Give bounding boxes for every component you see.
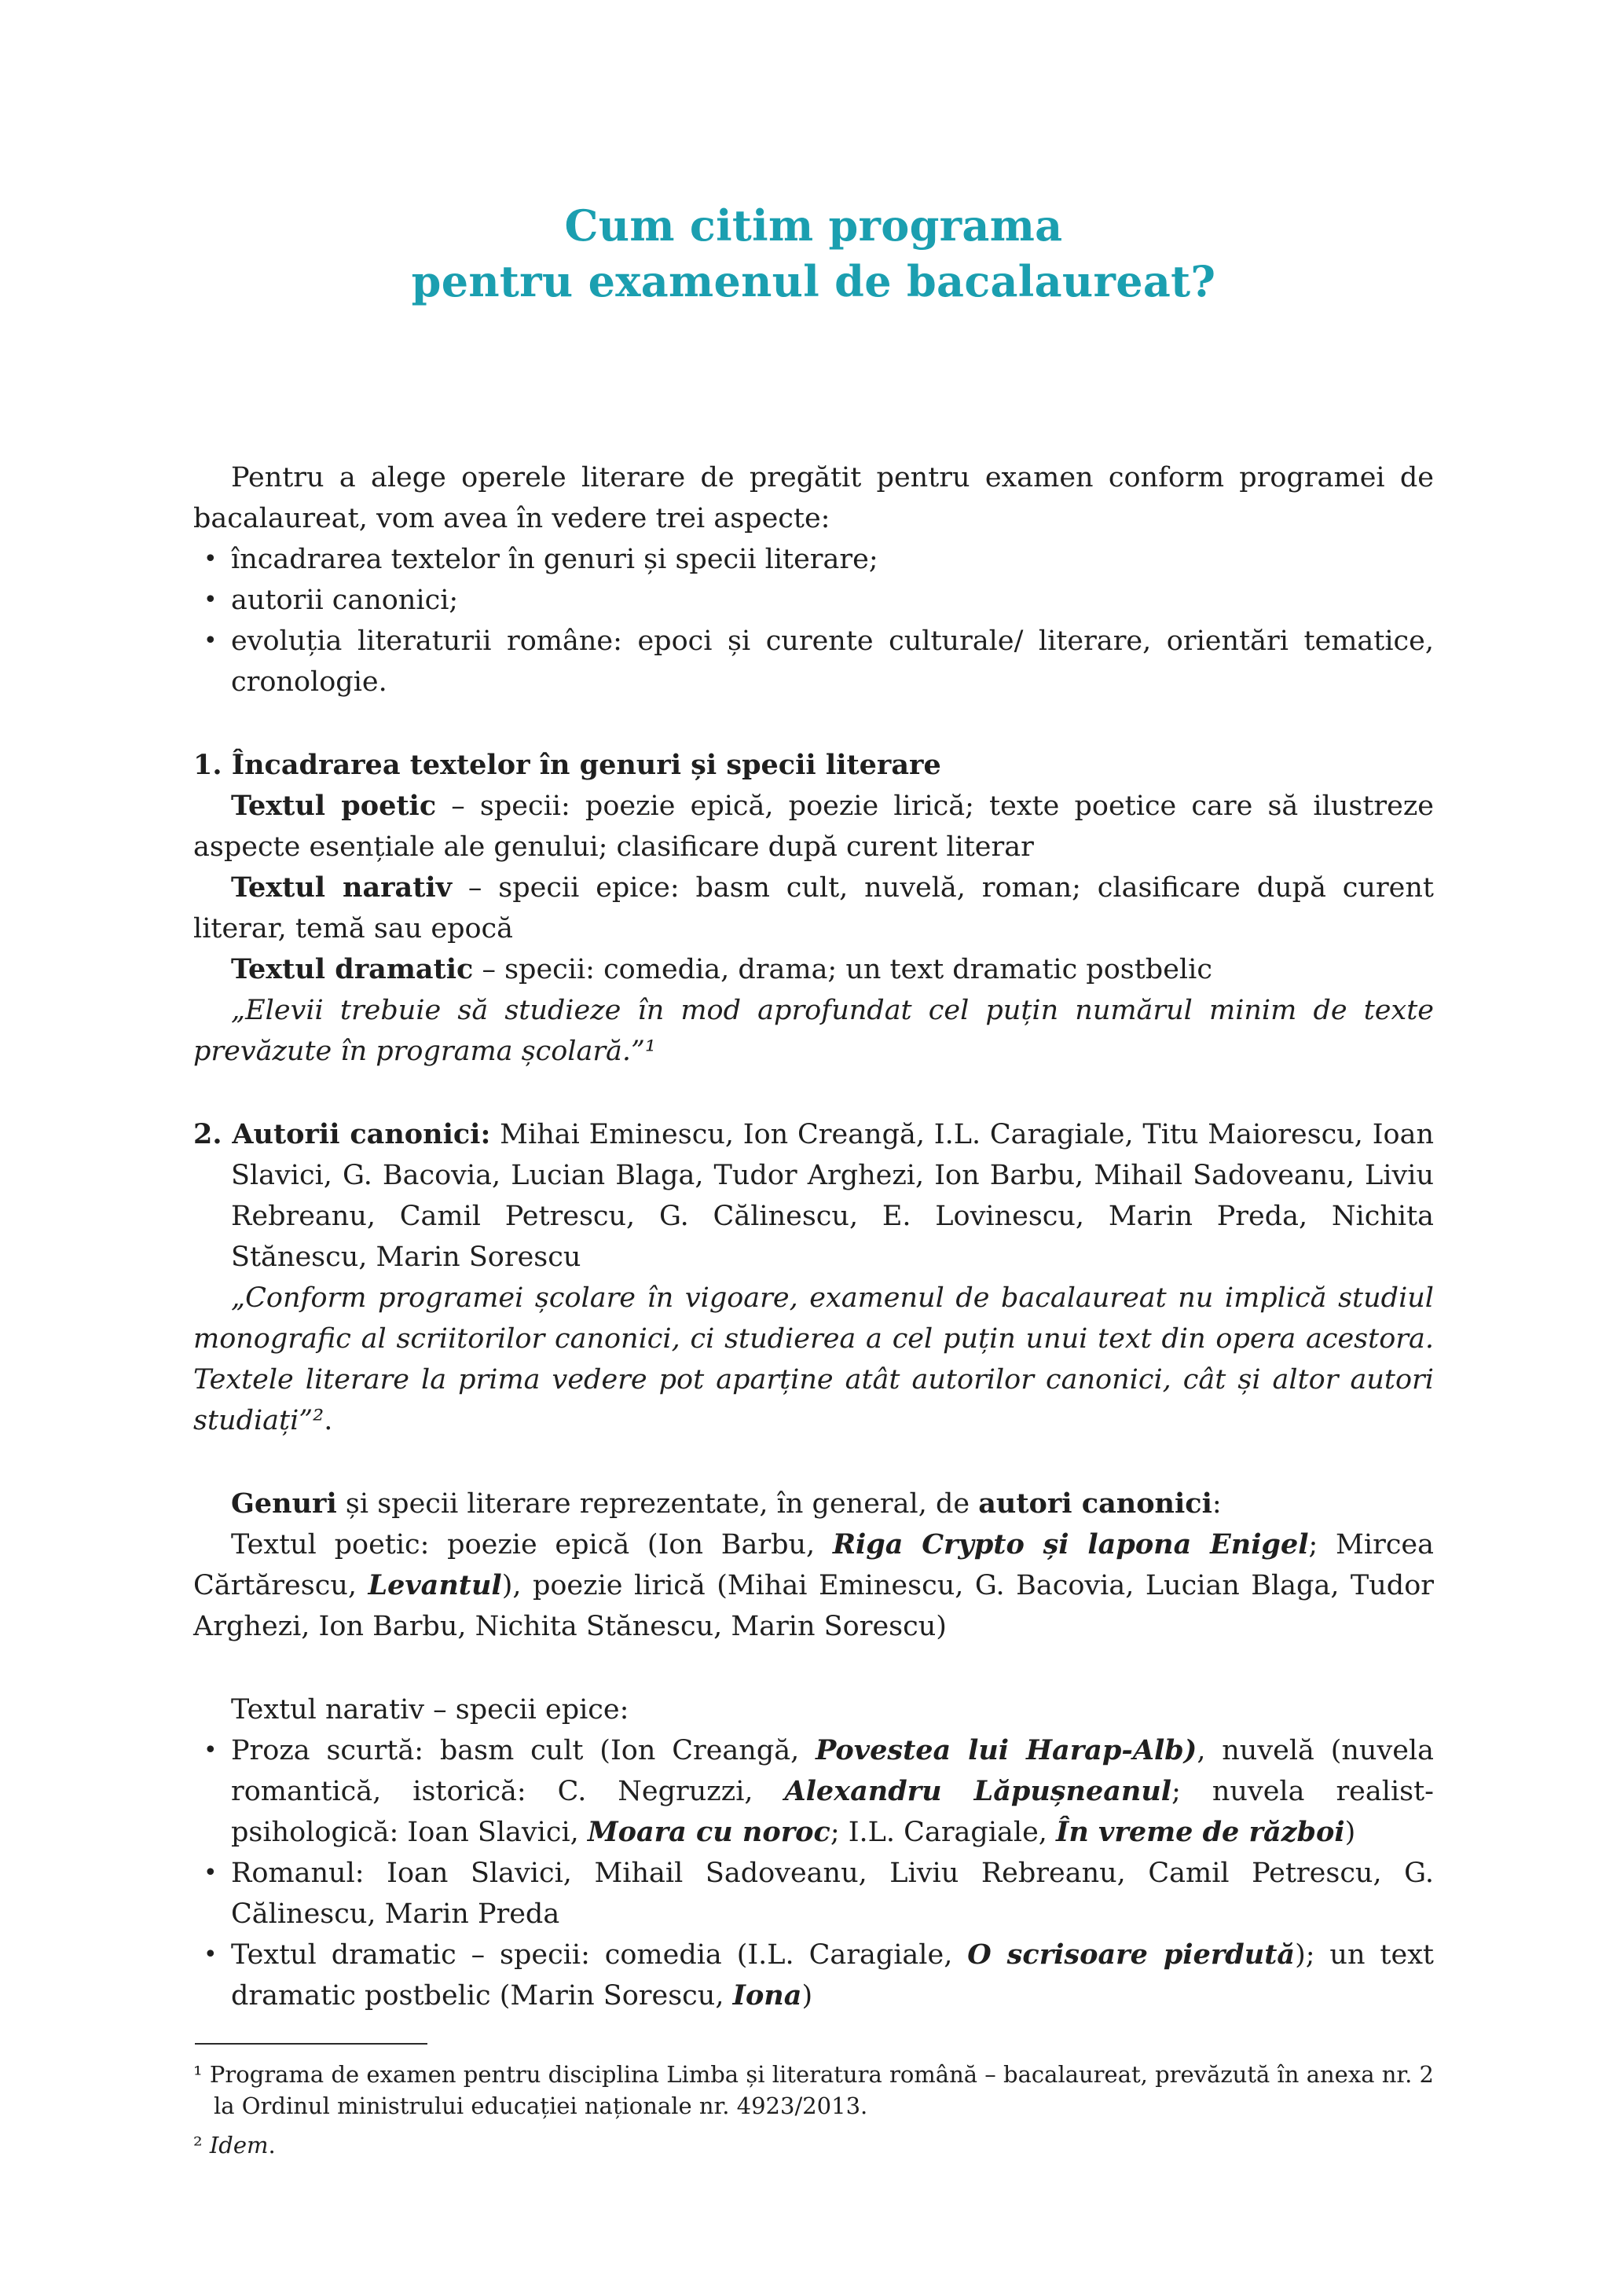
quote-programa-scolara [193, 990, 1434, 1072]
text-run: ² [193, 2132, 210, 2158]
text-run: Textul poetic: poezie epică (Ion Barbu, [231, 1529, 833, 1561]
text-run: evoluția literaturii române: epoci și curente culturale/ literare, orientări tematice, cronologie. [231, 625, 1434, 698]
text-run: – specii epice: basm cult, nuvelă, roman; clasificare după curent literar, temă sau epocă [193, 872, 1435, 944]
text-run: „Elevii trebuie să studieze în mod aprofundat cel puțin numărul minim de texte prevăzute în programa școlară.”¹ [193, 995, 1434, 1067]
text-run: . [324, 1405, 333, 1436]
text-run: ); un text dramatic postbelic (Marin Sorescu, [231, 1939, 1434, 2012]
intro-paragraph [193, 457, 1434, 539]
text-run: Riga Crypto și lapona Enigel [832, 1528, 1309, 1561]
textul-poetic-exemple [193, 1524, 1434, 1647]
text-run: ) [1344, 1817, 1356, 1848]
section-gap [193, 1072, 1434, 1114]
text-run: – specii: comedia, drama; un text dramatic postbelic [473, 954, 1212, 985]
text-run: Textul narativ [231, 871, 453, 904]
bullet-icon: • [203, 586, 218, 614]
text-run: Textul poetic [231, 790, 437, 822]
bullet-icon: • [203, 1737, 218, 1764]
document-body [193, 457, 1434, 2016]
footnote-list [193, 2059, 1434, 2161]
text-run: ; I.L. Caragiale, [830, 1817, 1057, 1848]
text-run: Genuri [231, 1487, 337, 1520]
text-run: ; nuvela realist-psihologică: Ioan Slavici, [231, 1776, 1434, 1848]
page-title [193, 198, 1434, 310]
bullet-icon: • [203, 545, 218, 573]
genuri-paragraph [193, 1484, 1434, 1524]
text-run: O scrisoare pierdută [967, 1938, 1296, 1971]
text-run: încadrarea textelor în genuri și specii literare; [231, 544, 878, 575]
romanul-item [193, 1853, 1434, 1935]
section-gap [193, 702, 1434, 745]
text-run: ) [801, 1980, 813, 2012]
textul-dramatic-paragraph [193, 949, 1434, 990]
text-run: Alexandru Lăpușneanul [784, 1775, 1172, 1807]
text-run: Textul narativ – specii epice: [231, 1694, 629, 1726]
footnote-2 [193, 2129, 1434, 2161]
text-run: Textul dramatic [231, 953, 474, 985]
text-run: 1. Încadrarea textelor în genuri și specii literare [193, 749, 941, 781]
text-run: Iona [732, 1979, 802, 2012]
text-run: Romanul: Ioan Slavici, Mihail Sadoveanu, Liviu Rebreanu, Camil Petrescu, G. Călinescu, Marin Preda [231, 1858, 1434, 1930]
text-run: Textul dramatic – specii: comedia (I.L. Caragiale, [231, 1939, 968, 1971]
text-run: . [268, 2132, 276, 2158]
section-1-heading [193, 745, 1434, 786]
text-run: 2. Autorii canonici: [193, 1118, 491, 1150]
bullet-icon: • [203, 1859, 218, 1887]
text-run: Proza scurtă: basm cult (Ion Creangă, [231, 1735, 816, 1766]
page-header [193, 198, 1434, 310]
proza-scurta-item [193, 1730, 1434, 1853]
section-gap [193, 1647, 1434, 1689]
text-run: autori canonici [978, 1487, 1212, 1520]
bullet-icon: • [203, 1941, 218, 1968]
footnote-separator [195, 2043, 427, 2045]
text-run: Povestea lui Harap-Alb) [816, 1734, 1197, 1766]
page-title-line-2: pentru examenul de bacalaureat? [411, 256, 1216, 306]
textul-narativ-paragraph [193, 867, 1434, 949]
aspect-item-genuri [193, 539, 1434, 580]
text-run: – specii: poezie epică, poezie lirică; texte poetice care să ilustreze aspecte esențiale ale genului; clasificare după curent literar [193, 790, 1434, 863]
text-run: „Conform programei școlare în vigoare, examenul de bacalaureat nu implică studiul monografic al scriitorilor canonici, ci studierea a cel puțin unui text din opera acestora. Textele literare la prima vedere pot aparține atât autorilor canonici, cât și altor autori studiați”² [193, 1282, 1434, 1436]
page-title-line-1: Cum citim programa [564, 200, 1063, 251]
section-gap [193, 1441, 1434, 1484]
text-run: Levantul [368, 1569, 502, 1601]
footnote-1 [193, 2059, 1434, 2122]
text-run: Mihai Eminescu, Ion Creangă, I.L. Caragiale, Titu Maiorescu, Ioan Slavici, G. Bacovia, Lucian Blaga, Tudor Arghezi, Ion Barbu, Mihail Sadoveanu, Liviu Rebreanu, Camil Petrescu, G. Călinescu, E. Lovinescu, Marin Preda, Nichita Stănescu, Marin Sorescu [231, 1119, 1434, 1273]
textul-narativ-heading [193, 1689, 1434, 1730]
text-run: Moara cu noroc [587, 1816, 830, 1848]
text-run: În vreme de război [1056, 1816, 1345, 1848]
footnotes-section [193, 2043, 1434, 2161]
text-run: ; Mircea Cărtărescu, [193, 1529, 1435, 1601]
text-run: ¹ Programa de examen pentru disciplina Limba și literatura română – bacalaureat, prevăzută în anexa nr. 2 la Ordinul ministrului educației naționale nr. 4923/2013. [193, 2061, 1434, 2119]
text-run: Idem [209, 2132, 269, 2158]
aspect-item-evolutie [193, 621, 1434, 702]
textul-dramatic-item [193, 1935, 1434, 2016]
text-run: : [1212, 1488, 1222, 1520]
text-run: autorii canonici; [231, 585, 459, 616]
text-run: , nuvelă (nuvela romantică, istorică: C. Negruzzi, [231, 1735, 1434, 1807]
text-run: Pentru a alege operele literare de pregătit pentru examen conform programei de bacalaureat, vom avea în vedere trei aspecte: [193, 462, 1434, 534]
text-run: și specii literare reprezentate, în general, de [336, 1488, 979, 1520]
aspect-item-autori [193, 580, 1434, 621]
text-run: ), poezie lirică (Mihai Eminescu, G. Bacovia, Lucian Blaga, Tudor Arghezi, Ion Barbu, Nichita Stănescu, Marin Sorescu) [193, 1570, 1435, 1642]
quote-autori-canonici [193, 1278, 1434, 1441]
section-2-paragraph [193, 1114, 1434, 1278]
bullet-icon: • [203, 627, 218, 655]
textul-poetic-paragraph [193, 786, 1434, 867]
